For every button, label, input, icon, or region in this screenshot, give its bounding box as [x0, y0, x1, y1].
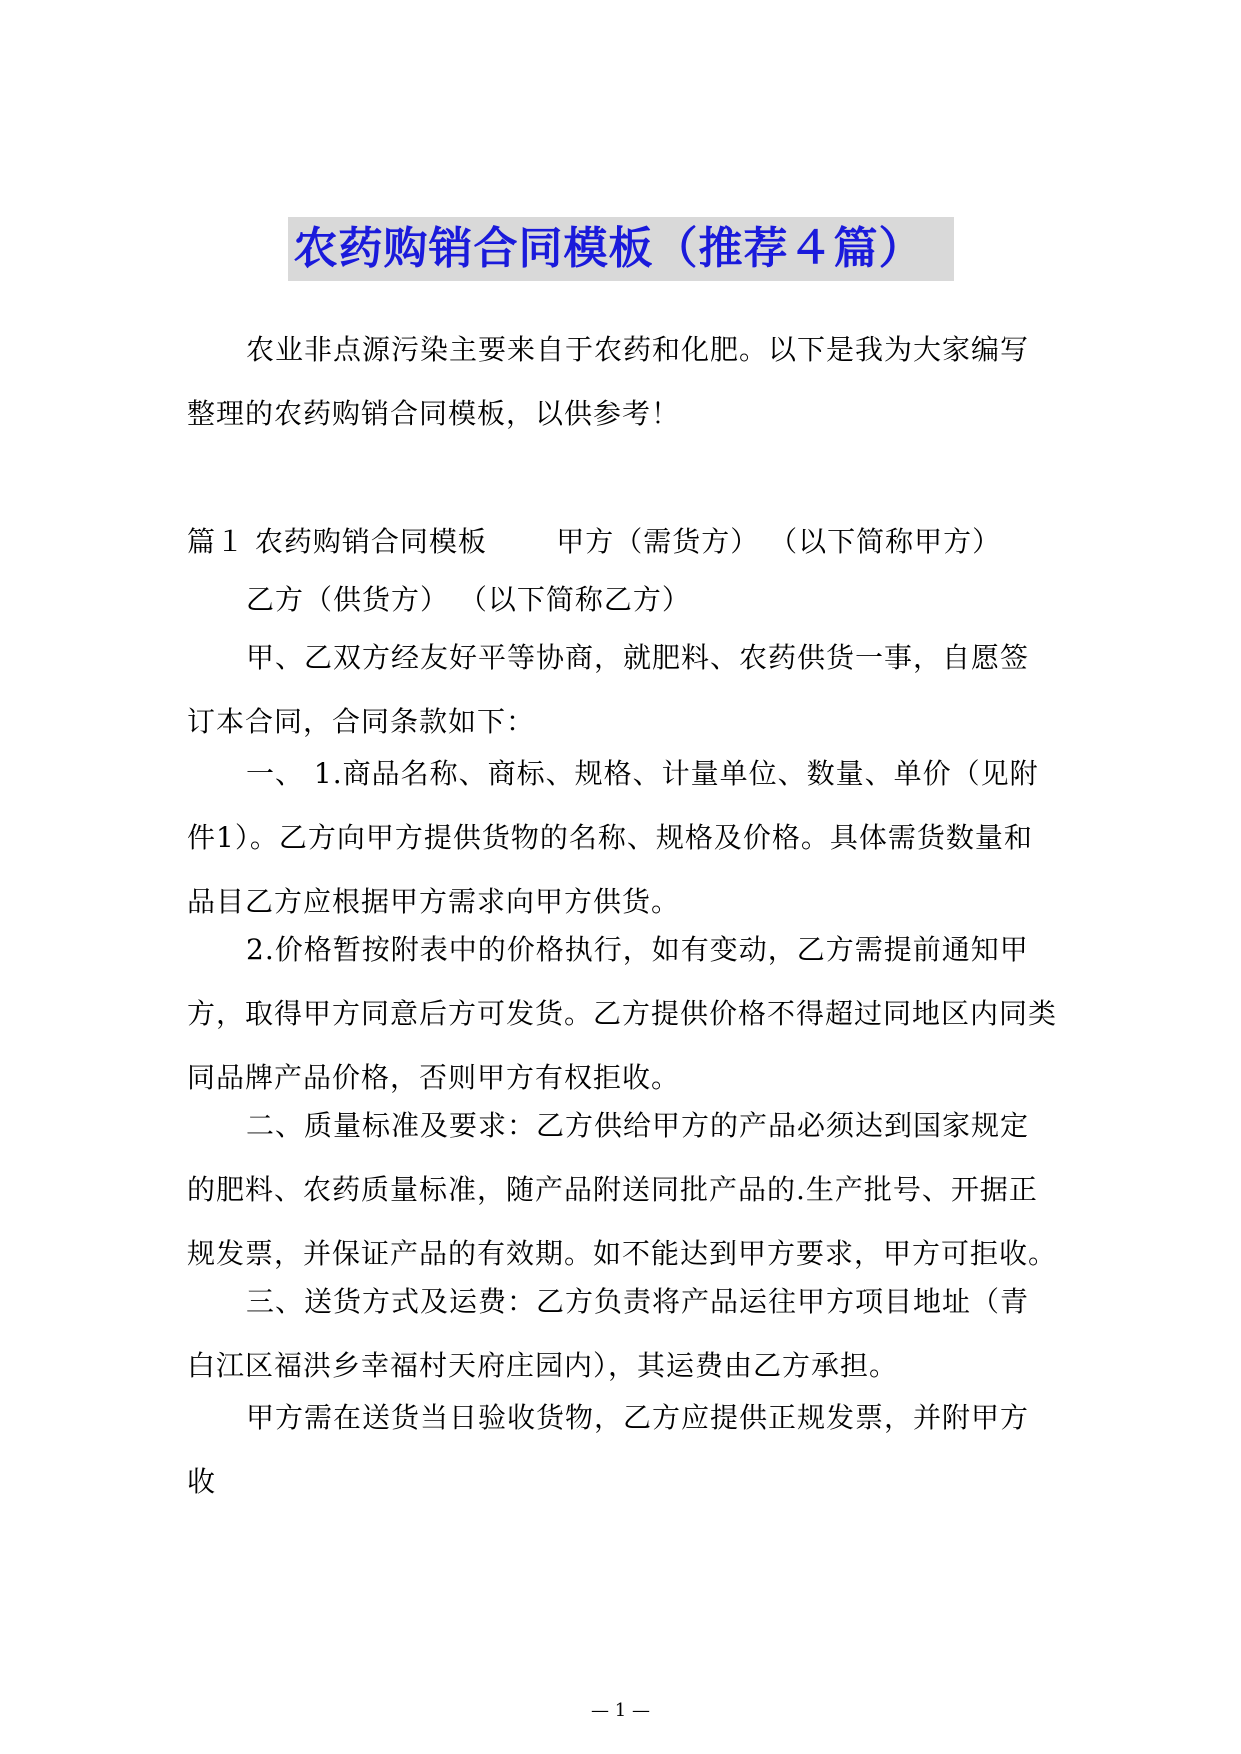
paragraph: 二、质量标准及要求：乙方供给甲方的产品必须达到国家规定的肥料、农药质量标准，随产品附送同批产品的.生产批号、开据正规发票，并保证产品的有效期。如不能达到甲方要求，甲方可拒收。	[187, 1109, 1058, 1270]
paragraph: 甲方需在送货当日验收货物，乙方应提供正规发票，并附甲方收	[187, 1401, 1030, 1498]
paragraph: 甲、乙双方经友好平等协商，就肥料、农药供货一事，自愿签订本合同，合同条款如下：	[187, 641, 1030, 738]
intro-paragraph: 农业非点源污染主要来自于农药和化肥。以下是我为大家编写整理的农药购销合同模板，以供参考！	[187, 333, 1030, 430]
section-heading: 篇１ 农药购销合同模板	[187, 525, 487, 558]
document-title: 农药购销合同模板（推荐４篇）	[288, 217, 954, 281]
page-number: — 1 —	[591, 1700, 650, 1721]
paragraph: 2.价格暂按附表中的价格执行，如有变动，乙方需提前通知甲方，取得甲方同意后方可发货。乙方提供价格不得超过同地区内同类同品牌产品价格，否则甲方有权拒收。	[187, 933, 1058, 1094]
party-a-line: 甲方（需货方） （以下简称甲方）	[556, 525, 1002, 558]
paragraph: 三、送货方式及运费：乙方负责将产品运往甲方项目地址（青白江区福洪乡幸福村天府庄园内），其运费由乙方承担。	[187, 1285, 1030, 1382]
title-wrapper	[0, 217, 1241, 281]
paragraph: 一、 1.商品名称、商标、规格、计量单位、数量、单价（见附件1）。乙方向甲方提供货物的名称、规格及价格。具体需货数量和品目乙方应根据甲方需求向甲方供货。	[187, 757, 1039, 918]
section-heading-line	[187, 510, 1057, 574]
party-b-line: 乙方（供货方） （以下简称乙方）	[246, 583, 691, 616]
